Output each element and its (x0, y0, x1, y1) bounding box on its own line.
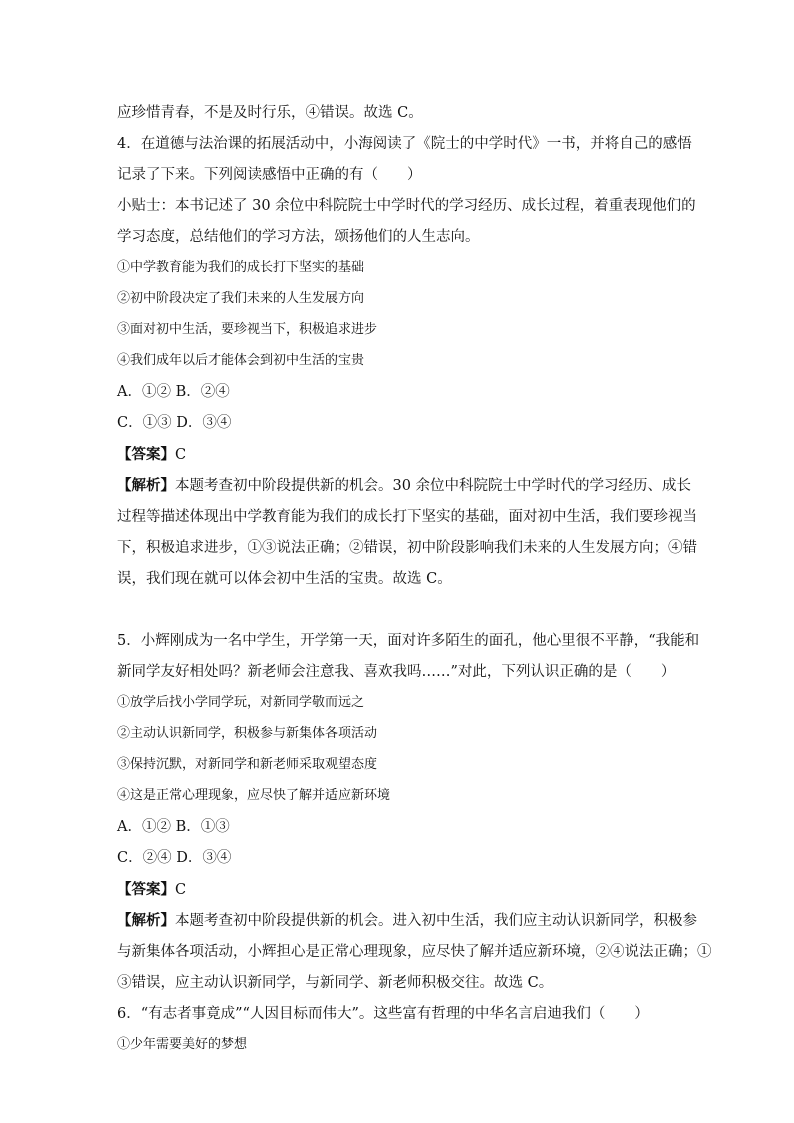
text-line: 学习态度，总结他们的学习方法，颂扬他们的人生志向。 (117, 229, 480, 245)
statement-item: ③保持沉默，对新同学和新老师采取观望态度 (117, 757, 378, 772)
analysis-line (117, 476, 691, 496)
question-5-stem: 5．小辉刚成为一名中学生，开学第一天，面对许多陌生的面孔，他心里很不平静，“我能和 (117, 633, 700, 649)
statement-item: ②初中阶段决定了我们未来的人生发展方向 (117, 291, 365, 306)
analysis-label: 【解析】 (117, 912, 175, 929)
answer-label: 【答案】 (117, 446, 175, 463)
statement-item: ④我们成年以后才能体会到初中生活的宝贵 (117, 353, 365, 368)
text-line: 新同学友好相处吗？新老师会注意我、喜欢我吗……”对此，下列认识正确的是（ ） (117, 664, 676, 680)
analysis-text: 本题考查初中阶段提供新的机会。进入初中生活，我们应主动认识新同学，积极参 (175, 913, 697, 929)
answer-value: C (175, 447, 187, 463)
statement-item: ④这是正常心理现象，应尽快了解并适应新环境 (117, 788, 391, 803)
text-line: 与新集体各项活动，小辉担心是正常心理现象，应尽快了解并适应新环境，②④说法正确；① (117, 944, 712, 960)
choice-line: A．①② B．②④ (117, 384, 230, 400)
question-4-stem: 4．在道德与法治课的拓展活动中，小海阅读了《院士的中学时代》一书，并将自己的感悟 (117, 136, 692, 152)
choice-line: A．①② B．①③ (117, 819, 230, 835)
statement-item: ③面对初中生活，要珍视当下，积极追求进步 (117, 322, 378, 337)
choice-line: C．②④ D．③④ (117, 850, 232, 866)
tip-text: 小贴士：本书记述了 30 余位中科院院士中学时代的学习经历、成长过程，着重表现他们的 (117, 198, 696, 214)
text-line: ③错误，应主动认识新同学，与新同学、新老师积极交往。故选 C。 (117, 975, 554, 991)
answer-value: C (175, 882, 187, 898)
statement-item: ①放学后找小学同学玩，对新同学敬而远之 (117, 695, 365, 710)
answer-line (117, 445, 186, 465)
analysis-text: 本题考查初中阶段提供新的机会。30 余位中科院院士中学时代的学习经历、成长 (175, 478, 692, 494)
analysis-label: 【解析】 (117, 477, 175, 494)
answer-line (117, 880, 186, 900)
analysis-line (117, 911, 697, 931)
text-line: 应珍惜青春，不是及时行乐，④错误。故选 C。 (117, 105, 423, 121)
text-line: 过程等描述体现出中学教育能为我们的成长打下坚实的基础，面对初中生活，我们要珍视当 (117, 509, 697, 525)
text-line: 记录了下来。下列阅读感悟中正确的有（ ） (117, 167, 422, 183)
statement-item: ①中学教育能为我们的成长打下坚实的基础 (117, 260, 365, 275)
question-6-stem: 6．“有志者事竟成”“人因目标而伟大”。这些富有哲理的中华名言启迪我们（ ） (117, 1006, 649, 1022)
text-line: 下，积极追求进步，①③说法正确；②错误，初中阶段影响我们未来的人生发展方向；④错 (117, 540, 697, 556)
statement-item: ①少年需要美好的梦想 (117, 1037, 248, 1052)
text-line: 误，我们现在就可以体会初中生活的宝贵。故选 C。 (117, 571, 452, 587)
statement-item: ②主动认识新同学，积极参与新集体各项活动 (117, 726, 378, 741)
answer-label: 【答案】 (117, 881, 175, 898)
choice-line: C．①③ D．③④ (117, 415, 232, 431)
